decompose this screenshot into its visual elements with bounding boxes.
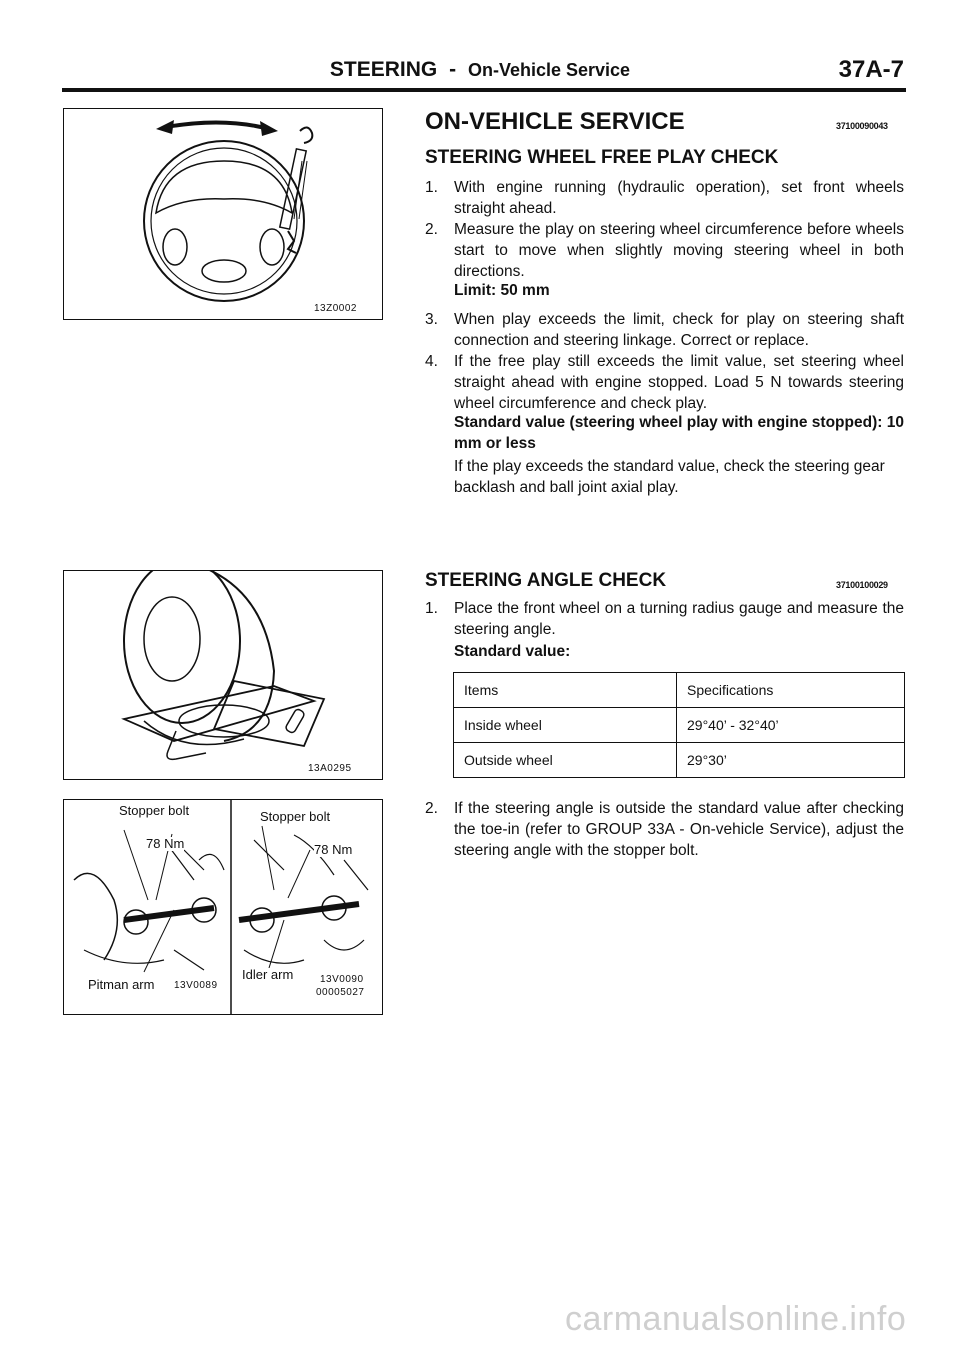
- freeplay-step-4: [425, 351, 904, 415]
- figure-code: 13A0295: [308, 763, 352, 774]
- table-header-cell: Items: [454, 673, 677, 708]
- pitman-arm-label: Pitman arm: [88, 977, 155, 992]
- step-text: When play exceeds the limit, check for play on steering shaft connection and steering linkage. Correct or replace.: [454, 311, 904, 349]
- header-section: STEERING: [329, 58, 438, 81]
- table-row: [454, 743, 905, 778]
- page-number: 37A-7: [838, 56, 904, 83]
- right-stopper-bolt-label: Stopper bolt: [260, 809, 331, 824]
- angle-spec-table: [453, 672, 905, 778]
- freeplay-standard-value: Standard value (steering wheel play with engine stopped): 10 mm or less: [454, 414, 904, 452]
- left-stopper-bolt-label: Stopper bolt: [119, 803, 190, 818]
- figure-stopper-bolts: [63, 799, 383, 1015]
- steering-wheel-illustration: [64, 109, 382, 319]
- freeplay-step-1: [425, 177, 904, 221]
- table-cell: 29°40’ - 32°40’: [677, 708, 905, 743]
- table-row: [454, 708, 905, 743]
- header-dash: -: [449, 58, 457, 81]
- angle-standard-label: Standard value:: [454, 643, 571, 660]
- header-subsection: On-Vehicle Service: [467, 60, 631, 80]
- idler-arm-label: Idler arm: [242, 967, 294, 982]
- table-header-row: [454, 673, 905, 708]
- freeplay-note: If the play exceeds the standard value, check the steering gear backlash and ball joint axial play.: [454, 458, 885, 496]
- section-title-angle: STEERING ANGLE CHECK: [425, 570, 667, 591]
- freeplay-limit: Limit: 50 mm: [454, 282, 550, 299]
- turning-gauge-illustration: [64, 571, 382, 779]
- step-text: If the steering angle is outside the standard value after checking the toe-in (refer to GROUP 33A - On-vehicle Service), adjust the steering angle with the stopper bolt.: [454, 800, 904, 859]
- left-torque-label: 78 Nm: [146, 836, 185, 851]
- header-rule: [62, 88, 906, 92]
- watermark: carmanualsonline.info: [565, 1300, 907, 1338]
- table-cell: Inside wheel: [454, 708, 677, 743]
- section-title-freeplay: STEERING WHEEL FREE PLAY CHECK: [425, 147, 779, 168]
- step-text: Measure the play on steering wheel circumference before wheels start to move when slightly moving steering wheel in both directions.: [454, 221, 904, 280]
- right-figure-code: 13V0090: [320, 974, 364, 985]
- section-title-onvehicle: ON-VEHICLE SERVICE: [425, 108, 685, 135]
- step-text: If the free play still exceeds the limit value, set steering wheel straight ahead with engine stopped. Load 5 N towards steering wheel circumference and check play.: [454, 353, 904, 412]
- step-number: 3.: [425, 311, 438, 328]
- page-header: [0, 58, 960, 82]
- right-torque-label: 78 Nm: [314, 842, 353, 857]
- left-figure-code: 13V0089: [174, 980, 218, 991]
- figure-turning-gauge: [63, 570, 383, 780]
- step-text: With engine running (hydraulic operation), set front wheels straight ahead.: [454, 179, 904, 217]
- figure-steering-wheel: [63, 108, 383, 320]
- angle-step-1: [425, 598, 904, 642]
- section-id-onvehicle: 37100090043: [836, 121, 888, 131]
- step-number: 4.: [425, 353, 438, 370]
- table-cell: 29°30’: [677, 743, 905, 778]
- step-number: 2.: [425, 221, 438, 238]
- table-cell: Outside wheel: [454, 743, 677, 778]
- figure-code: 13Z0002: [314, 303, 357, 314]
- step-number: 1.: [425, 600, 438, 617]
- page-figure-code: 00005027: [316, 987, 365, 998]
- freeplay-step-3: [425, 309, 904, 353]
- angle-step-2: [425, 798, 904, 862]
- step-text: Place the front wheel on a turning radius gauge and measure the steering angle.: [454, 600, 904, 638]
- freeplay-step-2: [425, 219, 904, 283]
- table-header-cell: Specifications: [677, 673, 905, 708]
- section-id-angle: 37100100029: [836, 580, 888, 590]
- step-number: 1.: [425, 179, 438, 196]
- step-number: 2.: [425, 800, 438, 817]
